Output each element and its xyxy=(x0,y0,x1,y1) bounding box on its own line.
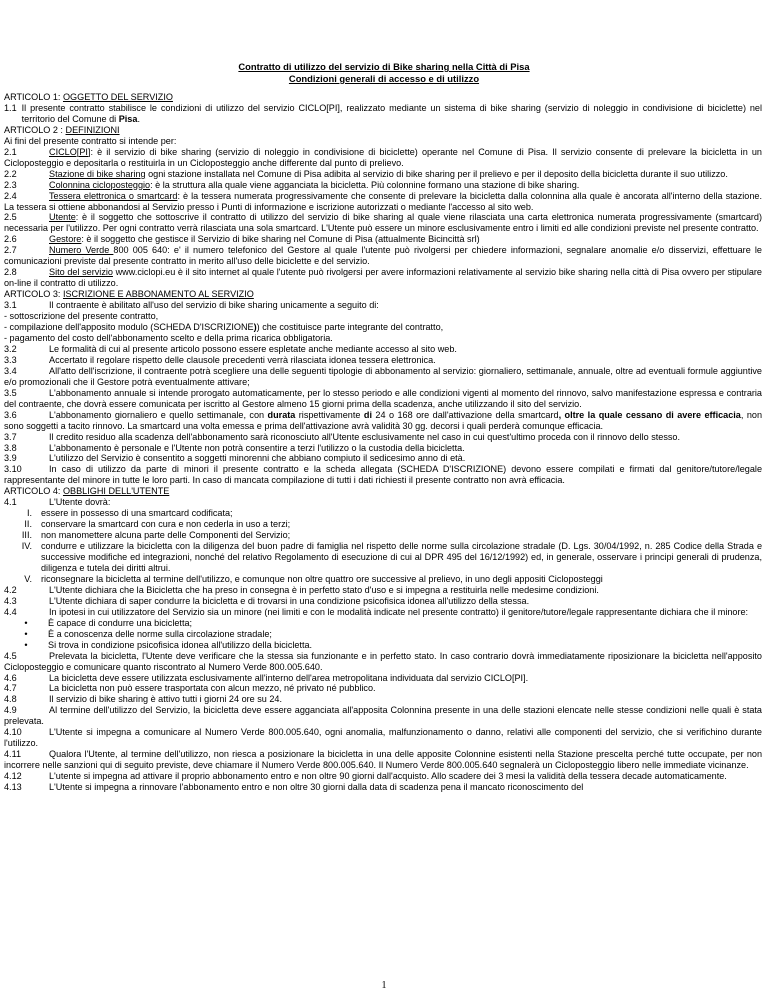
obligation-item: V. riconsegnare la bicicletta al termine dell'utilizzo, e comunque non oltre quattro ore successive al prelievo, in uno degli appositi Cicloposteggi xyxy=(24,573,603,584)
obligation-item: IV. condurre e utilizzare la bicicletta con la diligenza del buon padre di famiglia nel rispetto delle norme sulla circolazione stradale (D. Lgs. 30/04/1992, n. 285 Codice della Strada e successive modifiche ed integrazioni, nonché del relativo Regolamento di esecuzione di cui al DPR 495 del 16/12/1992) ed, in generale, osservare i principi generali di prudenza, diligenza e tutela dei diritti altrui. xyxy=(21,541,762,573)
clause-3-1: 3.1 Il contraente è abilitato all'uso del servizio di bike sharing unicamente a seguito di: xyxy=(4,300,379,311)
document-title: Contratto di utilizzo del servizio di Bike sharing nella Città di Pisa xyxy=(238,61,530,72)
clause-3-4: 3.4 All'atto dell'iscrizione, il contraente potrà scegliere una delle seguenti tipologie di abbonamento al servizio: giornaliero, settimanale, annuale, oltre ad eventuali formule aggiuntive e/o promozionali che il Gestore potrà eventualmente attivare; xyxy=(4,365,762,387)
definition-2-6: 2.6 Gestore: è il soggetto che gestisce il Servizio di bike sharing nel Comune di Pisa (attualmente Bicincittà srl) xyxy=(4,234,480,245)
clause-3-10: 3.10 In caso di utilizzo da parte di minori il presente contratto e la scheda allegata (SCHEDA D'ISCRIZIONE) devono essere compilati e firmati dal genitore/tutore/legale rappresentante del minore in tutte le loro parti. In caso di mancata compilazione di tutti i dati richiesti il presente contratto non avrà efficacia. xyxy=(4,464,762,486)
bullet-item: • È a conoscenza delle norme sulla circolazione stradale; xyxy=(4,629,762,640)
clause-4-9: 4.9 Al termine dell'utilizzo del Servizio, la bicicletta deve essere agganciata all'apposita Colonnina presente in una delle stazioni elencate nelle stesse condizioni nelle quali è stata prelevata. xyxy=(4,705,762,727)
definition-2-2: 2.2 Stazione di bike sharing ogni stazione installata nel Comune di Pisa adibita al servizio di bike sharing per il prelievo e per il deposito della bicicletta durante il suo utilizzo. xyxy=(4,168,728,179)
clause-4-8: 4.8 Il servizio di bike sharing è attivo tutti i giorni 24 ore su 24. xyxy=(4,694,283,705)
definition-2-7: 2.7 Numero Verde 800 005 640: e' il numero telefonico del Gestore al quale l'utente può rivolgersi per chiedere informazioni, segnalare anomalie e/o disservizi, effettuare le comunicazioni previste dal presente contratto in merito all'uso delle biciclette e del servizio. xyxy=(4,245,762,267)
bullet-item: • Si trova in condizione psicofisica idonea all'utilizzo della bicicletta. xyxy=(4,640,762,651)
article-2-heading: ARTICOLO 2 : DEFINIZIONI xyxy=(4,124,120,135)
article-3-heading: ARTICOLO 3: ISCRIZIONE E ABBONAMENTO AL SERVIZIO xyxy=(4,289,254,300)
article-4-heading: ARTICOLO 4: OBBLIGHI DELL'UTENTE xyxy=(4,486,170,497)
clause-3-3: 3.3 Accertato il regolare rispetto delle clausole precedenti verrà rilasciata idonea tessera elettronica. xyxy=(4,354,436,365)
requirement-line-1: - sottoscrizione del presente contratto, xyxy=(4,311,159,322)
article-1-heading: ARTICOLO 1: OGGETTO DEL SERVIZIO xyxy=(4,92,173,102)
clause-3-6: 3.6 L'abbonamento giornaliero e quello settimanale, con durata rispettivamente di 24 o 168 ore dall'attivazione della smartcard, oltre la quale cessano di avere efficacia, non sono soggetti a tacito rinnovo. La smartcard una volta emessa e prima dell'attivazione avrà validità 30 gg. decorsi i quali perderà comunque efficacia. xyxy=(4,409,762,431)
page-number: 1 xyxy=(381,980,387,991)
clause-1-1: 1.1 Il presente contratto stabilisce le condizioni di utilizzo del servizio CICLO[PI], realizzato mediante un sistema di bike sharing (servizio di noleggio in condivisione di biciclette) nel territorio del Comune di Pisa. xyxy=(4,102,762,124)
article-2-intro: Ai fini del presente contratto si intende per: xyxy=(4,135,177,146)
clause-3-8: 3.8 L'abbonamento è personale e l'Utente non potrà consentire a terzi l'utilizzo o la custodia della bicicletta. xyxy=(4,442,465,453)
definition-2-8: 2.8 Sito del servizio www.ciclopi.eu è il sito internet al quale l'utente può rivolgersi per avere informazioni relativamente al servizio bike sharing nella città di Pisa ovvero per stipulare on-line il contratto di utilizzo. xyxy=(4,267,762,289)
clause-4-4: 4.4 In ipotesi in cui utilizzatore del Servizio sia un minore (nei limiti e con le modalità indicate nel presente contratto) il genitore/tutore/legale rappresentante dichiara che il minore: xyxy=(4,606,749,617)
clause-3-5: 3.5 L'abbonamento annuale si intende prorogato automaticamente, per lo stesso periodo e alle condizioni vigenti al momento del rinnovo, salvo manifestazione espressa e contraria del contraente, che dovrà essere comunicata per iscritto al Gestore almeno 15 giorni prima della scadenza, anche utilizzando il sito del servizio. xyxy=(4,387,762,409)
document-body xyxy=(4,92,762,793)
document-subtitle: Condizioni generali di accesso e di utilizzo xyxy=(288,73,480,84)
requirement-line-2: - compilazione dell'apposito modulo (SCHEDA D'ISCRIZIONE)) che costituisce parte integrante del contratto, xyxy=(4,322,444,333)
clause-4-7: 4.7 La bicicletta non può essere trasportata con alcun mezzo, né privato né pubblico. xyxy=(4,683,376,694)
clause-4-5: 4.5 Prelevata la bicicletta, l'Utente deve verificare che la stessa sia funzionante e in perfetto stato. In caso contrario dovrà immediatamente riposizionare la bicicletta nell'apposito Cicloposteggio e comunicare quanto riscontrato al Numero Verde 800.005.640. xyxy=(4,650,762,672)
obligation-item: II. conservare la smartcard con cura e non cederla in uso a terzi; xyxy=(24,519,291,530)
clause-4-13: 4.13 L'Utente si impegna a rinnovare l'abbonamento entro e non oltre 30 giorni dalla data di scadenza pena il mancato riconoscimento del xyxy=(4,782,584,793)
bullet-icon: • xyxy=(24,617,28,628)
definition-2-3: 2.3 Colonnina cicloposteggio: è la struttura alla quale viene agganciata la bicicletta. Più colonnine formano una stazione di bike sharing. xyxy=(4,179,580,190)
clause-4-1: 4.1 L'Utente dovrà: xyxy=(4,497,111,508)
clause-3-2: 3.2 Le formalità di cui al presente articolo possono essere espletate anche mediante accesso al sito web. xyxy=(4,343,457,354)
clause-3-9: 3.9 L'utilizzo del Servizio è consentito a soggetti minorenni che abbiano compiuto il sedicesimo anno di età. xyxy=(4,453,466,464)
definition-2-4: 2.4 Tessera elettronica o smartcard: è la tessera numerata progressivamente che consente di prelevare la bicicletta dalla colonnina alla quale è ancorata all'interno della stazione. La tessera si ottiene abbonandosi al Servizio presso i Punti di informazione e iscrizione autorizzati o mediante l'accesso al sito web. xyxy=(4,190,763,212)
bullet-icon: • xyxy=(24,639,28,650)
obligation-item: I. essere in possesso di una smartcard codificata; xyxy=(26,508,233,519)
clause-4-10: 4.10 L'Utente si impegna a comunicare al Numero Verde 800.005.640, ogni anomalia, malfunzionamento o danno, relativi alle componenti del servizio, che si verifichino durante l'utilizzo. xyxy=(4,727,762,749)
clause-4-3: 4.3 L'Utente dichiara di saper condurre la bicicletta e di trovarsi in una condizione psicofisica idonea all'utilizzo della stessa. xyxy=(4,595,530,606)
bullet-item: • È capace di condurre una bicicletta; xyxy=(4,618,762,629)
requirement-line-3: - pagamento del costo dell'abbonamento scelto e della prima ricarica obbligatoria. xyxy=(4,332,333,343)
definition-2-1: 2.1 CICLO[PI]: è il servizio di bike sharing (servizio di noleggio in condivisione di biciclette) operante nel Comune di Pisa. Il servizio consente di prelevare la bicicletta in un Cicloposteggio e depositarla o restituirla in un Cicloposteggio anche differente dal punto di prelievo. xyxy=(4,146,762,168)
clause-3-7: 3.7 Il credito residuo alla scadenza dell'abbonamento sarà riconosciuto all'Utente esclusivamente nel caso in cui quest'ultimo proceda con il rinnovo dello stesso. xyxy=(4,431,681,442)
clause-4-6: 4.6 La bicicletta deve essere utilizzata esclusivamente all'interno dell'area metropolitana individuata dal servizio CICLO[PI]. xyxy=(4,672,529,683)
clause-4-11: 4.11 Qualora l'Utente, al termine dell'utilizzo, non riesca a posizionare la bicicletta in una delle apposite Colonnine esistenti nella Stazione prescelta perché tutte occupate, per non incorrere nelle sanzioni qui di seguito previste, deve chiamare il Numero Verde 800.005.640. Il Numero Verde 800.005.640 segnalerà un Cicloposteggio libero nelle immediate vicinanze. xyxy=(4,749,762,771)
clause-4-2: 4.2 L'Utente dichiara che la Bicicletta che ha preso in consegna è in perfetto stato d'uso e si impegna a restituirla nelle medesime condizioni. xyxy=(4,584,599,595)
definition-2-5: 2.5 Utente: è il soggetto che sottoscrive il contratto di utilizzo del servizio di bike sharing al quale viene rilasciata una carta elettronica numerata progressivamente (smartcard) necessaria per l'utilizzo. Per ogni contratto verrà rilasciata una sola smartcard. L'Utente può essere un minore esclusivamente entro i limiti ed alle condizioni previste nel presente contratto. xyxy=(4,212,762,234)
clause-4-12: 4.12 L'utente si impegna ad attivare il proprio abbonamento entro e non oltre 90 giorni dall'acquisto. Allo scadere dei 3 mesi la validità della tessera decade automaticamente. xyxy=(4,771,727,782)
bullet-icon: • xyxy=(24,628,28,639)
obligation-item: III. non manomettere alcuna parte delle Componenti del Servizio; xyxy=(21,530,291,541)
